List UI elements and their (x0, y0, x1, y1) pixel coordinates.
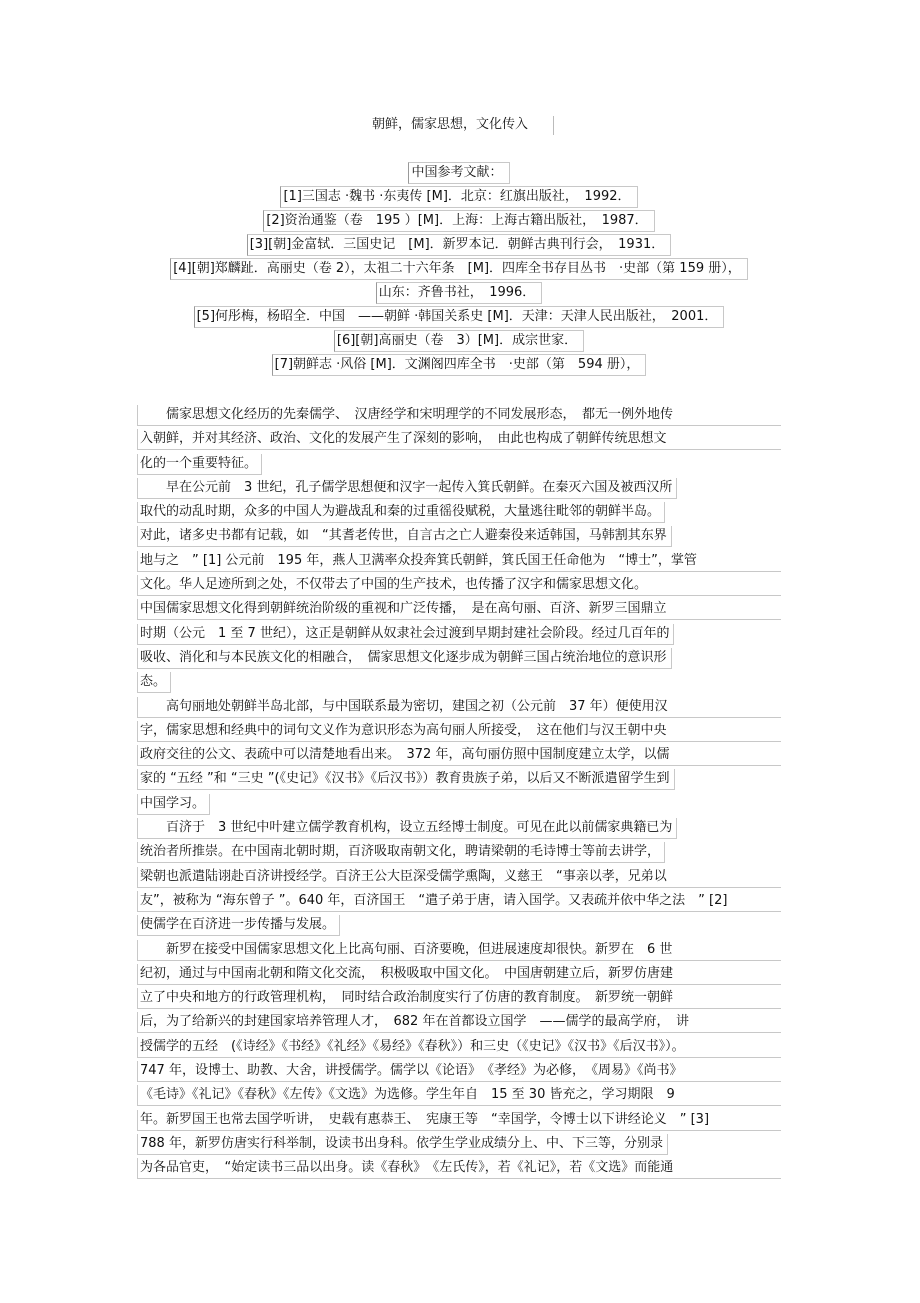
reference-text: [7]朝鲜志 ·风俗 [M]．文渊阁四库全书 ·史部（第 594 册）， (272, 354, 647, 376)
reference-item (137, 210, 781, 231)
line-text: 字，儒家思想和经典中的词句文义作为意识形态为高句丽人所接受， 这在他们与汉王朝中央 (137, 721, 781, 742)
text-line (137, 743, 781, 767)
text-line (137, 452, 781, 476)
text-line (137, 1108, 781, 1132)
title-rule (553, 116, 554, 135)
line-text: 友”，被称为 “海东曾子 ”。640 年，百济国王 “遣子弟于唐，请入国学。又表疏并依中华之法 ” [2] (137, 891, 781, 912)
text-line (137, 1059, 781, 1083)
text-line (137, 1156, 781, 1180)
paragraph-silla (137, 938, 781, 1181)
line-text: 《毛诗》《礼记》《春秋》《左传》《文选》为选修。学生年自 15 至 30 皆充之，学习期限 9 (137, 1085, 781, 1106)
line-text: 高句丽地处朝鲜半岛北部，与中国联系最为密切，建国之初（公元前 37 年）便使用汉 (137, 697, 781, 718)
text-line (137, 476, 781, 500)
text-line (137, 670, 781, 694)
document-title (0, 116, 900, 134)
text-line (137, 1083, 781, 1107)
text-line (137, 524, 781, 548)
line-text: 时期（公元 1 至 7 世纪），这正是朝鲜从奴隶社会过渡到早期封建社会阶段。经过几百年的 (137, 624, 674, 645)
line-text: 化的一个重要特征。 (137, 454, 262, 475)
reference-item (137, 306, 781, 327)
text-line (137, 719, 781, 743)
line-text: 统治者所推崇。在中国南北朝时期，百济吸取南朝文化，聘请梁朝的毛诗博士等前去讲学， (137, 842, 665, 863)
text-line (137, 597, 781, 621)
reference-text: [5]何彤梅，杨昭全．中国 ——朝鲜 ·韩国关系史 [M]．天津：天津人民出版社， 2001． (194, 306, 725, 328)
text-line (137, 962, 781, 986)
references-heading-text: 中国参考文献： (408, 162, 509, 184)
line-text: 中国儒家思想文化得到朝鲜统治阶级的重视和广泛传播， 是在高句丽、百济、新罗三国鼎立 (137, 599, 781, 620)
reference-item (137, 234, 781, 255)
paragraph-baekje (137, 816, 781, 937)
line-text: 年。新罗国王也常去国学听讲， 史载有惠恭王、 宪康王等 “幸国学，令博士以下讲经论义 ” [3] (137, 1110, 781, 1131)
text-line (137, 889, 781, 913)
paragraph-gija-joseon (137, 476, 781, 695)
text-line (137, 1010, 781, 1034)
paragraph-goguryeo (137, 695, 781, 816)
reference-text: 山东：齐鲁书社， 1996． (376, 282, 543, 304)
text-line (137, 816, 781, 840)
text-line (137, 549, 781, 573)
line-text: 吸收、消化和与本民族文化的相融合， 儒家思想文化逐步成为朝鲜三国占统治地位的意识形 (137, 648, 672, 669)
line-text: 纪初，通过与中国南北朝和隋文化交流， 积极吸取中国文化。 中国唐朝建立后，新罗仿唐建 (137, 964, 781, 985)
reference-text: [3][朝]金富轼．三国史记 [M]．新罗本记．朝鲜古典刊行会， 1931． (247, 234, 672, 256)
text-line (137, 646, 781, 670)
paragraph-intro (137, 403, 781, 476)
text-line (137, 403, 781, 427)
reference-text: [1]三国志 ·魏书 ·东夷传 [M]．北京：红旗出版社， 1992． (280, 186, 637, 208)
line-text: 百济于 3 世纪中叶建立儒学教育机构，设立五经博士制度。可见在此以前儒家典籍已为 (137, 818, 677, 839)
text-line (137, 938, 781, 962)
line-text: 地与之 ” [1] 公元前 195 年，燕人卫满率众投奔箕氏朝鲜，箕氏国王任命他为 “博士”，掌管 (137, 551, 781, 572)
line-text: 对此，诸多史书都有记载，如 “其耆老传世，自言古之亡人避秦役来适韩国，马韩割其东界 (137, 526, 672, 547)
reference-item (137, 330, 781, 351)
line-text: 早在公元前 3 世纪，孔子儒学思想便和汉字一起传入箕氏朝鲜。在秦灭六国及被西汉所 (137, 478, 677, 499)
line-text: 新罗在接受中国儒家思想文化上比高句丽、百济要晚，但进展速度却很快。新罗在 6 世 (137, 940, 781, 961)
text-line (137, 986, 781, 1010)
text-line (137, 913, 781, 937)
reference-text: [4][朝]郑麟趾．高丽史（卷 2），太祖二十六年条 [M]．四库全书存目丛书 ·史部（第 159 册）， (170, 258, 748, 280)
text-line (137, 695, 781, 719)
text-line (137, 840, 781, 864)
line-text: 家的 “五经 ”和 “三史 ”(《史记》《汉书》《后汉书》）教育贵族子弟，以后又不断派遣留学生到 (137, 769, 675, 790)
line-text: 使儒学在百济进一步传播与发展。 (137, 915, 340, 936)
line-text: 儒家思想文化经历的先秦儒学、 汉唐经学和宋明理学的不同发展形态， 都无一例外地传 (137, 405, 781, 426)
text-line (137, 500, 781, 524)
title-text: 朝鲜，儒家思想，文化传入 (371, 117, 528, 132)
reference-text: [2]资治通鉴（卷 195 ）[M]．上海：上海古籍出版社， 1987． (263, 210, 654, 232)
text-line (137, 1132, 781, 1156)
text-line (137, 767, 781, 791)
line-text: 中国学习。 (137, 794, 210, 815)
reference-item (137, 186, 781, 207)
text-line (137, 573, 781, 597)
reference-item (137, 282, 781, 303)
line-text: 为各品官吏， “始定读书三品以出身。读《春秋》 《左氏传》，若《礼记》，若《文选》而能通 (137, 1158, 781, 1179)
line-text: 后，为了给新兴的封建国家培养管理人才， 682 年在首都设立国学 ——儒学的最高学府， 讲 (137, 1012, 781, 1033)
line-text: 788 年，新罗仿唐实行科举制，设读书出身科。依学生学业成绩分上、中、下三等，分别录 (137, 1134, 668, 1155)
text-line (137, 1035, 781, 1059)
line-text: 授儒学的五经 (《诗经》《书经》《礼经》《易经》《春秋》）和三史（《史记》《汉书》《后汉书》）。 (137, 1037, 781, 1058)
line-text: 文化。华人足迹所到之处，不仅带去了中国的生产技术，也传播了汉字和儒家思想文化。 (137, 575, 781, 596)
line-text: 取代的动乱时期，众多的中国人为避战乱和秦的过重徭役赋税，大量逃往毗邻的朝鲜半岛。 (137, 502, 665, 523)
line-text: 梁朝也派遣陆诩赴百济讲授经学。百济王公大臣深受儒学熏陶，义慈王 “事亲以孝，兄弟以 (137, 867, 781, 888)
references-heading (137, 162, 781, 183)
line-text: 立了中央和地方的行政管理机构， 同时结合政治制度实行了仿唐的教育制度。 新罗统一朝鲜 (137, 988, 781, 1009)
reference-text: [6][朝]高丽史（卷 3）[M]．成宗世家． (334, 330, 584, 352)
body-text (137, 403, 781, 1181)
reference-item (137, 354, 781, 375)
references-section (137, 162, 781, 378)
line-text: 747 年，设博士、助教、大舍，讲授儒学。儒学以《论语》 《孝经》为必修， 《周易》《尚书》 (137, 1061, 781, 1082)
text-line (137, 865, 781, 889)
line-text: 政府交往的公文、表疏中可以清楚地看出来。 372 年，高句丽仿照中国制度建立太学，以儒 (137, 745, 781, 766)
line-text: 态。 (137, 672, 171, 693)
reference-item (137, 258, 781, 279)
text-line (137, 792, 781, 816)
text-line (137, 622, 781, 646)
text-line (137, 427, 781, 451)
line-text: 入朝鲜，并对其经济、政治、文化的发展产生了深刻的影响， 由此也构成了朝鲜传统思想文 (137, 429, 781, 450)
